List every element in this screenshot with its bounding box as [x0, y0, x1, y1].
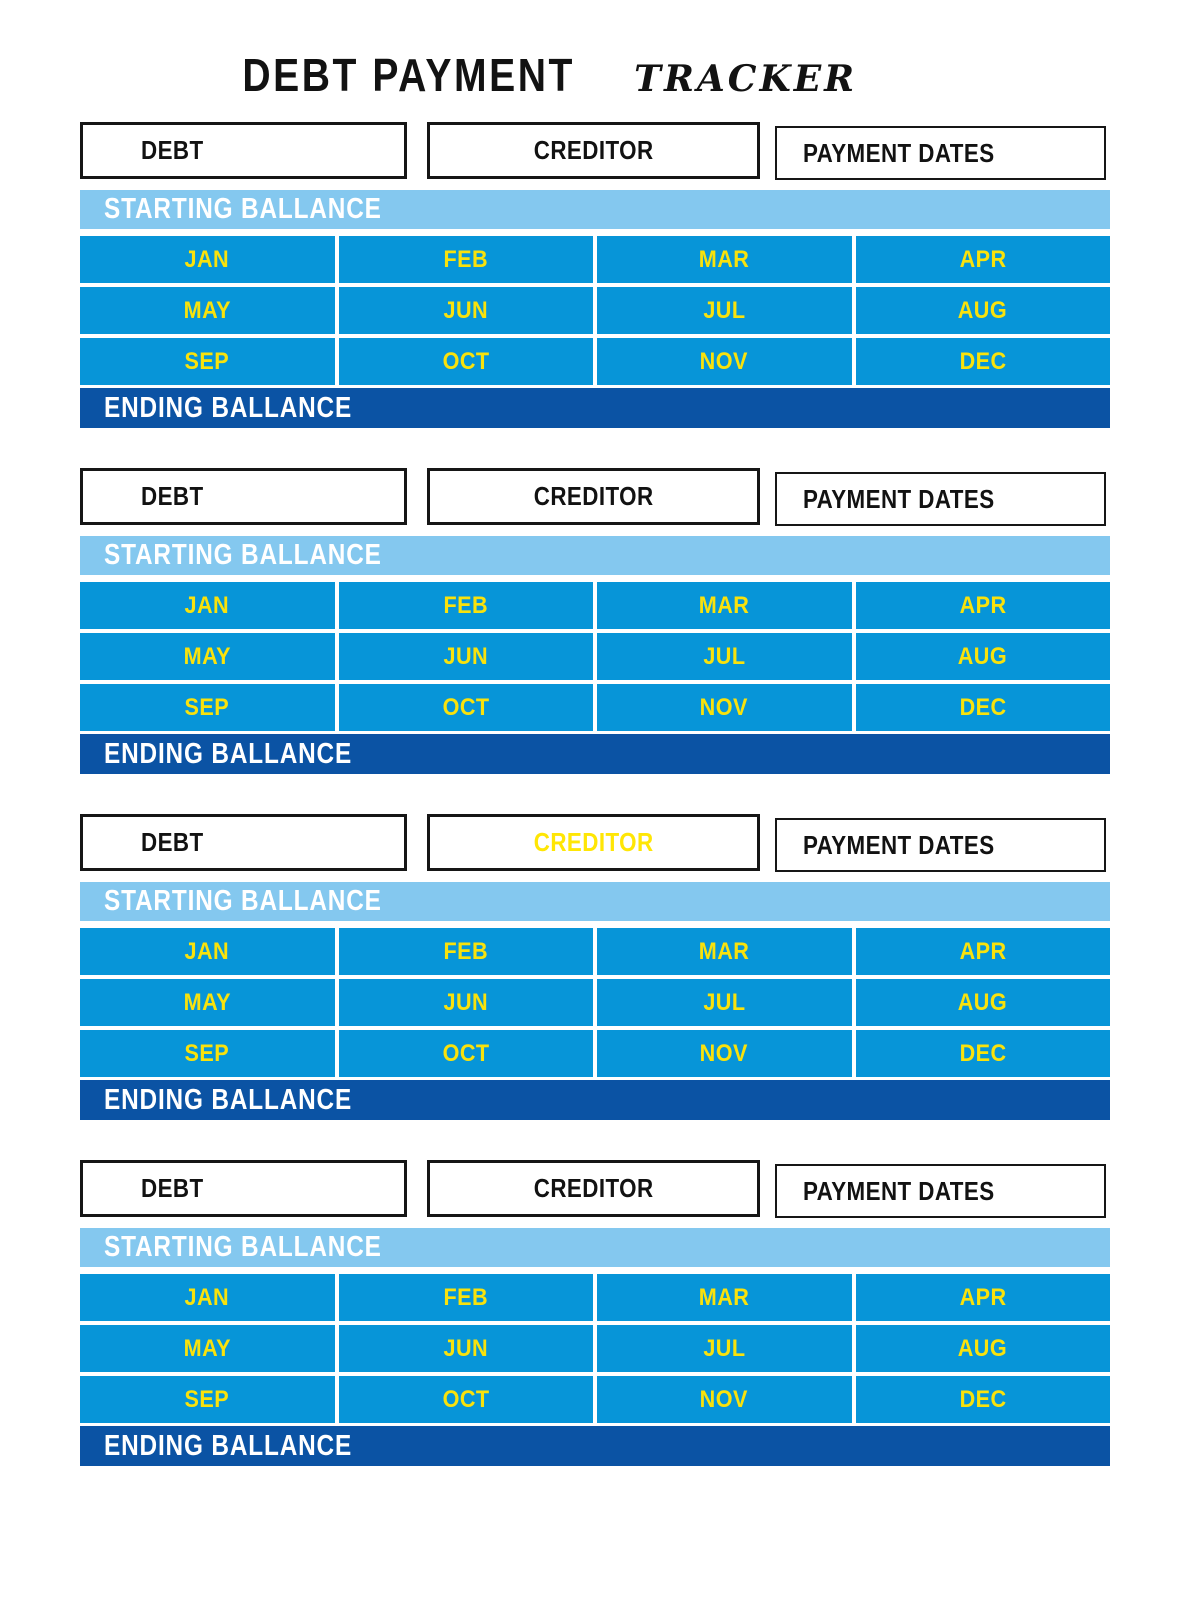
ending-balance-label: ENDING BALLANCE	[104, 737, 353, 770]
month-label: DEC	[959, 693, 1007, 721]
month-label: JUL	[703, 1334, 746, 1362]
month-label: JUN	[443, 988, 489, 1016]
month-label: MAY	[183, 988, 231, 1016]
payment-dates-label: PAYMENT DATES	[803, 1175, 995, 1206]
month-cell-mar[interactable]	[597, 1274, 852, 1321]
starting-balance-row[interactable]	[80, 1228, 1110, 1267]
creditor-field[interactable]	[427, 468, 760, 525]
tracker-section-3	[80, 814, 1110, 1120]
month-cell-aug[interactable]	[856, 633, 1111, 680]
month-grid	[80, 582, 1110, 731]
month-label: MAR	[698, 937, 750, 965]
month-cell-feb[interactable]	[339, 1274, 594, 1321]
month-grid	[80, 1274, 1110, 1423]
month-grid	[80, 236, 1110, 385]
month-cell-jun[interactable]	[339, 287, 594, 334]
ending-balance-row[interactable]	[80, 734, 1110, 774]
month-label: NOV	[700, 693, 749, 721]
month-label: DEC	[959, 347, 1007, 375]
month-cell-mar[interactable]	[597, 236, 852, 283]
month-cell-feb[interactable]	[339, 236, 594, 283]
month-cell-oct[interactable]	[339, 338, 594, 385]
month-cell-dec[interactable]	[856, 338, 1111, 385]
ending-balance-row[interactable]	[80, 1426, 1110, 1466]
month-label: MAY	[183, 642, 231, 670]
month-label: FEB	[443, 937, 489, 965]
debt-label: DEBT	[141, 135, 204, 165]
month-cell-may[interactable]	[80, 287, 335, 334]
month-cell-jan[interactable]	[80, 928, 335, 975]
starting-balance-label: STARTING BALLANCE	[104, 193, 382, 225]
month-label: AUG	[958, 988, 1008, 1016]
page-title-main: DEBT PAYMENT	[242, 49, 575, 101]
month-cell-aug[interactable]	[856, 287, 1111, 334]
month-cell-jun[interactable]	[339, 1325, 594, 1372]
month-cell-apr[interactable]	[856, 1274, 1111, 1321]
month-grid	[80, 928, 1110, 1077]
month-cell-oct[interactable]	[339, 1376, 594, 1423]
month-label: MAR	[698, 1283, 750, 1311]
month-label: JUL	[703, 296, 746, 324]
month-cell-nov[interactable]	[597, 1376, 852, 1423]
payment-dates-field[interactable]	[775, 472, 1106, 526]
debt-label: DEBT	[141, 827, 204, 857]
month-cell-jul[interactable]	[597, 633, 852, 680]
starting-balance-label: STARTING BALLANCE	[104, 539, 382, 571]
month-label: FEB	[443, 591, 489, 619]
month-label: OCT	[442, 347, 490, 375]
month-label: JUN	[443, 1334, 489, 1362]
month-label: SEP	[184, 1385, 230, 1413]
month-label: JAN	[184, 937, 230, 965]
month-cell-mar[interactable]	[597, 928, 852, 975]
debt-field[interactable]	[80, 814, 407, 871]
month-label: NOV	[700, 1385, 749, 1413]
payment-dates-field[interactable]	[775, 1164, 1106, 1218]
creditor-field[interactable]	[427, 1160, 760, 1217]
ending-balance-label: ENDING BALLANCE	[104, 1083, 353, 1116]
header-row	[80, 814, 1110, 871]
month-label: OCT	[442, 1039, 490, 1067]
ending-balance-row[interactable]	[80, 388, 1110, 428]
page-title	[0, 0, 1135, 112]
ending-balance-row[interactable]	[80, 1080, 1110, 1120]
debt-field[interactable]	[80, 468, 407, 525]
month-cell-dec[interactable]	[856, 1376, 1111, 1423]
month-cell-aug[interactable]	[856, 1325, 1111, 1372]
month-cell-nov[interactable]	[597, 684, 852, 731]
month-label: DEC	[959, 1385, 1007, 1413]
month-cell-oct[interactable]	[339, 1030, 594, 1077]
creditor-label: CREDITOR	[533, 827, 654, 857]
month-cell-sep[interactable]	[80, 684, 335, 731]
month-label: AUG	[958, 296, 1008, 324]
month-cell-jan[interactable]	[80, 582, 335, 629]
debt-label: DEBT	[141, 1173, 204, 1203]
debt-field[interactable]	[80, 1160, 407, 1217]
payment-dates-label: PAYMENT DATES	[803, 483, 995, 514]
month-label: JUN	[443, 642, 489, 670]
month-cell-nov[interactable]	[597, 338, 852, 385]
creditor-field[interactable]	[427, 122, 760, 179]
month-label: MAR	[698, 245, 750, 273]
month-cell-feb[interactable]	[339, 582, 594, 629]
starting-balance-row[interactable]	[80, 536, 1110, 575]
tracker-section-1	[80, 122, 1110, 428]
month-label: NOV	[700, 347, 749, 375]
month-cell-dec[interactable]	[856, 1030, 1111, 1077]
month-cell-jun[interactable]	[339, 979, 594, 1026]
month-cell-jan[interactable]	[80, 236, 335, 283]
header-row	[80, 468, 1110, 525]
month-cell-apr[interactable]	[856, 582, 1111, 629]
month-label: JAN	[184, 1283, 230, 1311]
month-cell-may[interactable]	[80, 633, 335, 680]
month-label: SEP	[184, 693, 230, 721]
creditor-field[interactable]	[427, 814, 760, 871]
starting-balance-label: STARTING BALLANCE	[104, 885, 382, 917]
month-label: APR	[959, 591, 1007, 619]
month-label: JUL	[703, 642, 746, 670]
month-label: MAR	[698, 591, 750, 619]
header-row	[80, 1160, 1110, 1217]
payment-dates-field[interactable]	[775, 818, 1106, 872]
month-label: FEB	[443, 245, 489, 273]
starting-balance-row[interactable]	[80, 190, 1110, 229]
debt-field[interactable]	[80, 122, 407, 179]
month-cell-sep[interactable]	[80, 1030, 335, 1077]
month-label: SEP	[184, 1039, 230, 1067]
month-cell-jul[interactable]	[597, 979, 852, 1026]
month-label: JUN	[443, 296, 489, 324]
month-cell-sep[interactable]	[80, 338, 335, 385]
debt-label: DEBT	[141, 481, 204, 511]
payment-dates-label: PAYMENT DATES	[803, 829, 995, 860]
month-label: MAY	[183, 1334, 231, 1362]
payment-dates-label: PAYMENT DATES	[803, 137, 995, 168]
month-label: OCT	[442, 1385, 490, 1413]
month-cell-may[interactable]	[80, 979, 335, 1026]
month-cell-feb[interactable]	[339, 928, 594, 975]
month-cell-dec[interactable]	[856, 684, 1111, 731]
payment-dates-field[interactable]	[775, 126, 1106, 180]
ending-balance-label: ENDING BALLANCE	[104, 391, 353, 424]
month-label: NOV	[700, 1039, 749, 1067]
creditor-label: CREDITOR	[533, 481, 654, 511]
month-label: OCT	[442, 693, 490, 721]
month-cell-jun[interactable]	[339, 633, 594, 680]
page-title-accent: TRACKER	[634, 58, 858, 100]
month-cell-jul[interactable]	[597, 1325, 852, 1372]
tracker-section-2	[80, 468, 1110, 774]
month-label: SEP	[184, 347, 230, 375]
month-cell-mar[interactable]	[597, 582, 852, 629]
month-cell-sep[interactable]	[80, 1376, 335, 1423]
month-label: MAY	[183, 296, 231, 324]
month-cell-apr[interactable]	[856, 236, 1111, 283]
month-label: JAN	[184, 245, 230, 273]
starting-balance-label: STARTING BALLANCE	[104, 1231, 382, 1263]
creditor-label: CREDITOR	[533, 1173, 654, 1203]
header-row	[80, 122, 1110, 179]
month-cell-oct[interactable]	[339, 684, 594, 731]
month-label: DEC	[959, 1039, 1007, 1067]
month-label: APR	[959, 937, 1007, 965]
month-label: APR	[959, 245, 1007, 273]
month-cell-may[interactable]	[80, 1325, 335, 1372]
month-label: APR	[959, 1283, 1007, 1311]
month-label: AUG	[958, 642, 1008, 670]
month-label: AUG	[958, 1334, 1008, 1362]
month-cell-aug[interactable]	[856, 979, 1111, 1026]
ending-balance-label: ENDING BALLANCE	[104, 1429, 353, 1462]
month-cell-apr[interactable]	[856, 928, 1111, 975]
month-cell-nov[interactable]	[597, 1030, 852, 1077]
month-cell-jul[interactable]	[597, 287, 852, 334]
month-label: FEB	[443, 1283, 489, 1311]
month-cell-jan[interactable]	[80, 1274, 335, 1321]
month-label: JUL	[703, 988, 746, 1016]
starting-balance-row[interactable]	[80, 882, 1110, 921]
tracker-section-4	[80, 1160, 1110, 1466]
creditor-label: CREDITOR	[533, 135, 654, 165]
month-label: JAN	[184, 591, 230, 619]
